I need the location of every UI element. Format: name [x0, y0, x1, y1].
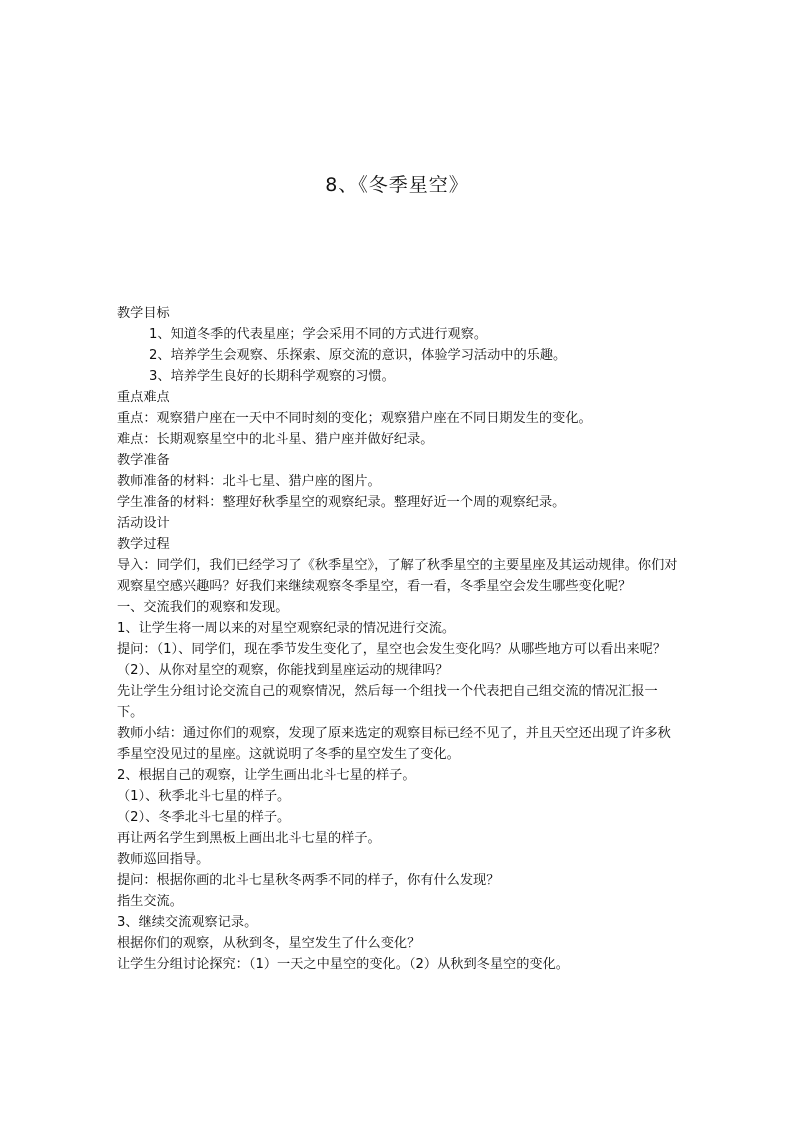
- step-2: 2、根据自己的观察，让学生画出北斗七星的样子。: [117, 768, 416, 783]
- heading-key-difficulties: 重点难点: [117, 390, 170, 405]
- student-materials: 学生准备的材料：整理好秋季星空的观察纪录。整理好近一个周的观察纪录。: [117, 495, 566, 510]
- teacher-guidance: 教师巡回指导。: [117, 852, 210, 867]
- question-1: 提问：（1）、同学们，现在季节发生变化了，星空也会发生变化吗？从哪些地方可以看出来呢？: [117, 642, 667, 657]
- document-body: [117, 303, 682, 975]
- group-discussion: 先让学生分组讨论交流自己的观察情况，然后每一个组找一个代表把自己组交流的情况汇报一下。: [117, 684, 658, 720]
- step-2-item-1: （1）、秋季北斗七星的样子。: [117, 789, 291, 804]
- teacher-materials: 教师准备的材料：北斗七星、猎户座的图片。: [117, 474, 381, 489]
- student-exchange: 指生交流。: [117, 894, 183, 909]
- goal-item-3: 3、培养学生良好的长期科学观察的习惯。: [149, 369, 395, 384]
- heading-activity-design: 活动设计: [117, 516, 170, 531]
- goal-item-2: 2、培养学生会观察、乐探索、原交流的意识，体验学习活动中的乐趣。: [149, 348, 567, 363]
- step-2-item-2: （2）、冬季北斗七星的样子。: [117, 810, 291, 825]
- paragraph-introduction: 导入：同学们，我们已经学习了《秋季星空》，了解了秋季星空的主要星座及其运动规律。你们对观察星空感兴趣吗？好我们来继续观察冬季星空，看一看，冬季星空会发生哪些变化呢？: [117, 558, 678, 594]
- step-3: 3、继续交流观察记录。: [117, 915, 258, 930]
- question-4: 根据你们的观察，从秋到冬，星空发生了什么变化？: [117, 936, 421, 951]
- difficult-point: 难点：长期观察星空中的北斗星、猎户座并做好纪录。: [117, 432, 434, 447]
- heading-teaching-goals: 教学目标: [117, 306, 170, 321]
- key-point: 重点：观察猎户座在一天中不同时刻的变化；观察猎户座在不同日期发生的变化。: [117, 411, 592, 426]
- step-1: 1、让学生将一周以来的对星空观察纪录的情况进行交流。: [117, 621, 456, 636]
- group-inquiry: 让学生分组讨论探究：（1）一天之中星空的变化。（2）从秋到冬星空的变化。: [117, 957, 569, 972]
- section-heading-1: 一、交流我们的观察和发现。: [117, 600, 289, 615]
- document-title: 8、《冬季星空》: [325, 174, 469, 196]
- question-2: （2）、从你对星空的观察，你能找到星座运动的规律吗？: [117, 663, 449, 678]
- teacher-summary: 教师小结：通过你们的观察，发现了原来选定的观察目标已经不见了，并且天空还出现了许多秋季星空没见过的星座。这就说明了冬季的星空发生了变化。: [117, 726, 671, 762]
- blackboard-drawing: 再让两名学生到黑板上画出北斗七星的样子。: [117, 831, 381, 846]
- question-3: 提问：根据你画的北斗七星秋冬两季不同的样子，你有什么发现？: [117, 873, 500, 888]
- heading-teaching-process: 教学过程: [117, 537, 170, 552]
- heading-preparation: 教学准备: [117, 453, 170, 468]
- goal-item-1: 1、知道冬季的代表星座；学会采用不同的方式进行观察。: [149, 327, 488, 342]
